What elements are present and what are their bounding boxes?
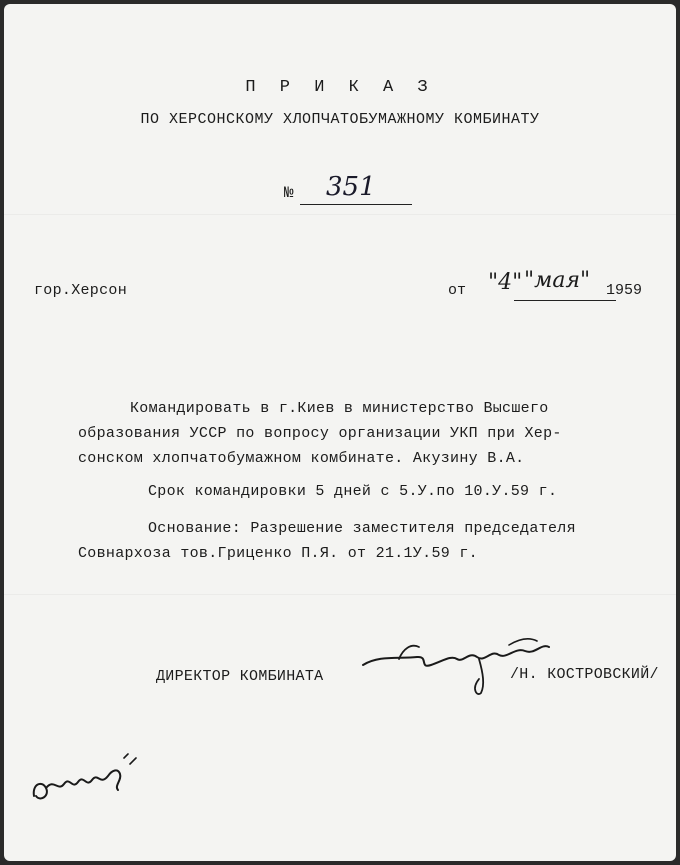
body-line-5: Основание: Разрешение заместителя председателя [148,520,576,537]
body-line-6: Совнархоза тов.Гриценко П.Я. от 21.1У.59 г. [78,545,478,562]
body-line-3: сонском хлопчатобумажном комбинате. Акузину В.А. [78,450,525,467]
paper-crease [4,594,676,595]
date-month: "мая" [524,268,591,293]
body-line-2: образования УССР по вопросу организации УКП при Хер- [78,425,562,442]
body-line-4: Срок командировки 5 дней с 5.У.по 10.У.59 г. [148,483,558,500]
order-date [448,270,658,306]
order-number-value: 351 [326,172,376,202]
order-subtitle: ПО ХЕРСОНСКОМУ ХЛОПЧАТОБУМАЖНОМУ КОМБИНАТУ [140,111,540,128]
date-year: 1959 [606,282,643,299]
handwritten-initials [28,744,138,814]
body-line-1: Командировать в г.Киев в министерство Высшего [130,400,549,417]
order-title: П Р И К А З [245,78,435,97]
date-day: "4" [488,270,523,295]
director-signature [359,629,559,699]
order-number-label: № [284,184,294,202]
city-label: гор.Херсон [34,282,128,299]
order-number-underline [300,204,412,205]
date-from-label: от [448,282,467,299]
director-name: /Н. КОСТРОВСКИЙ/ [510,666,659,683]
paper-crease [4,214,676,215]
director-position: ДИРЕКТОР КОМБИНАТА [156,668,324,685]
date-underline [514,300,616,301]
document-page [4,4,676,861]
